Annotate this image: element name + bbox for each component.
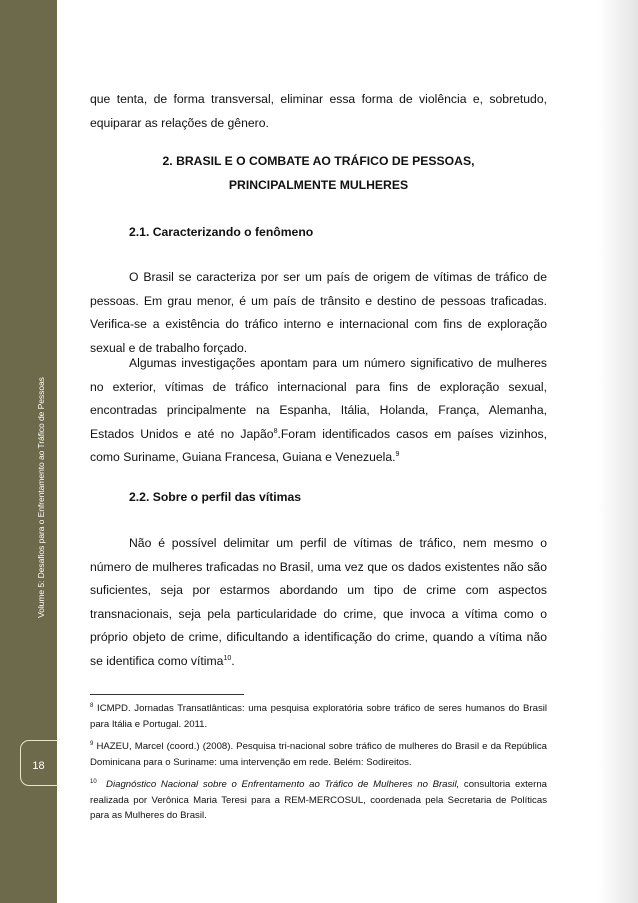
footnote-9-text: HAZEU, Marcel (coord.) (2008). Pesquisa tri-nacional sobre tráfico de mulheres do Brasil e da República Dominicana para o Suriname: uma intervenção em rede. Belém: Sodireitos. (90, 741, 547, 768)
page-number: 18 (32, 760, 45, 772)
subsection-heading-2-1: 2.1. Caracterizando o fenômeno (129, 225, 314, 239)
footnote-10-title: Diagnóstico Nacional sobre o Enfrentamento ao Tráfico de Mulheres no Brasil, (106, 779, 460, 790)
footnote-8 (90, 701, 547, 732)
paragraph-brasil: O Brasil se caracteriza por ser um país de origem de vítimas de tráfico de pessoas. Em grau menor, é um país de trânsito e destino de pessoas traficadas. Verifica-se a existência do tráfico interno e internacional com fins de exploração sexual e de trabalho forçado. (90, 270, 547, 355)
subsection-heading-2-2: 2.2. Sobre o perfil das vítimas (129, 490, 302, 504)
paragraph-continuation: que tenta, de forma transversal, eliminar essa forma de violência e, sobretudo, equiparar as relações de gênero. (90, 92, 547, 130)
paragraph-perfil (90, 532, 547, 673)
paragraph-perfil-text-a: Não é possível delimitar um perfil de vítimas de tráfico, nem mesmo o número de mulheres traficadas no Brasil, uma vez que os dados existentes não são suficientes, seja por estarmos abordando um tipo de crime com aspectos transnacionais, seja pela particularidade do crime, que invoca a vítima como o próprio objeto de crime, dificultando a identificação do crime, quando a vítima não se identifica como vítima (90, 536, 547, 668)
paragraph-investigacoes-text-b: .Foram identificados casos em países vizinhos, como Suriname, Guiana Francesa, Guiana e Venezuela. (90, 426, 548, 464)
footnote-9 (90, 739, 547, 770)
footnote-divider (90, 694, 244, 695)
footnote-8-text: ICMPD. Jornadas Transatlânticas: uma pesquisa exploratória sobre tráfico de seres humanos do Brasil para Itália e Portugal. 2011. (90, 703, 547, 730)
footnote-8-number: 8 (90, 702, 94, 709)
footnote-9-number: 9 (90, 740, 94, 747)
paragraph-investigacoes-text-a: Algumas investigações apontam para um número significativo de mulheres no exterior, vítimas de tráfico internacional para fins de exploração sexual, encontradas principalmente na Espanha, Itália, Holanda, França, Alemanha, Estados Unidos e até no Japão (90, 356, 547, 441)
paragraph-perfil-text-b: . (231, 653, 235, 668)
section-heading (90, 150, 547, 197)
footnote-ref-8[interactable]: 8 (273, 427, 278, 435)
section-heading-line2: PRINCIPALMENTE MULHERES (228, 177, 409, 192)
paragraph-investigacoes (90, 352, 547, 470)
volume-title: Volume 5: Desafios para o Enfrentamento ao Tráfico de Pessoas (36, 377, 46, 618)
page-edge-shade (598, 0, 638, 903)
section-heading-line1: 2. BRASIL E O COMBATE AO TRÁFICO DE PESSOAS, (162, 154, 475, 168)
footnote-10 (90, 777, 547, 824)
footnote-ref-9[interactable]: 9 (395, 450, 400, 458)
footnote-10-number: 10 (90, 778, 97, 785)
footnote-ref-10[interactable]: 10 (223, 654, 232, 662)
footnote-10-text: consultoria externa realizada por Verônica Maria Teresi para a REM-MERCOSUL, coordenada pela Secretaria de Políticas para as Mulheres do Brasil. (90, 779, 547, 821)
